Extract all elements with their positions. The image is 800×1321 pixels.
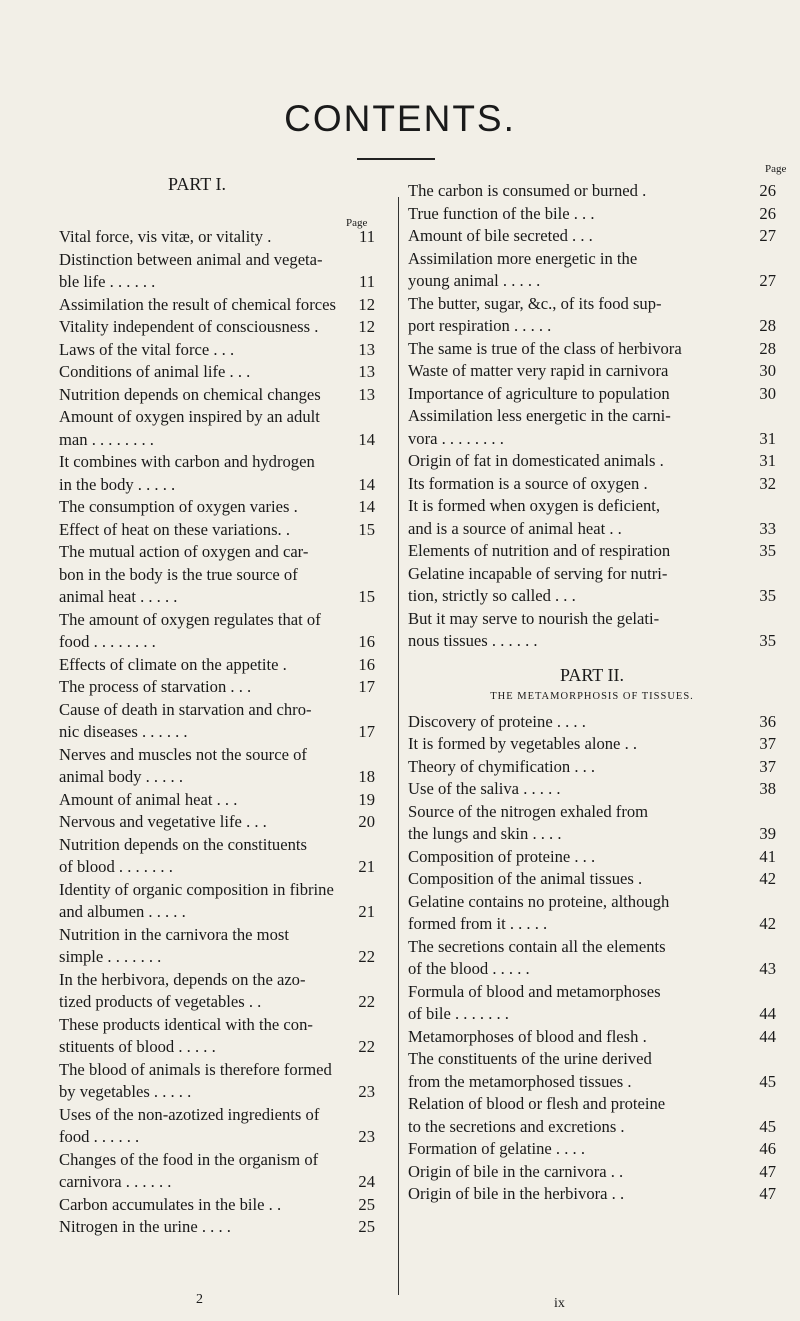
- toc-entry-text: The secretions contain all the elements: [408, 936, 666, 956]
- toc-entry-page: 31: [759, 428, 776, 448]
- toc-entry-text: Nutrition depends on the constituents: [59, 834, 307, 854]
- toc-entry-text: Origin of fat in domesticated animals .: [408, 451, 664, 470]
- toc-entry-text: Amount of bile secreted . . .: [408, 226, 593, 245]
- toc-entry: [59, 1149, 375, 1194]
- toc-entry-text: Assimilation less energetic in the carni-: [408, 406, 671, 425]
- toc-entry-text: nous tissues . . . . . .: [408, 631, 538, 650]
- part-one-heading: PART I.: [168, 174, 226, 194]
- toc-entry-text: simple . . . . . . .: [59, 947, 162, 966]
- toc-entry-page: 18: [358, 767, 375, 786]
- toc-entry-page: 12: [358, 294, 375, 314]
- toc-entry: [408, 338, 776, 361]
- toc-entry-page: 11: [359, 272, 375, 291]
- toc-entry: [59, 789, 375, 812]
- toc-entry-text: Nitrogen in the urine . . . .: [59, 1217, 231, 1236]
- toc-entry: [408, 868, 776, 891]
- toc-entry-text: The butter, sugar, &c., of its food sup-: [408, 293, 662, 313]
- toc-entry-text: Cause of death in starvation and chro-: [59, 699, 312, 719]
- toc-entry-text: The constituents of the urine derived: [408, 1049, 652, 1068]
- toc-entry-text: Uses of the non-azotized ingredients of: [59, 1104, 320, 1124]
- toc-entry-text: from the metamorphosed tissues .: [408, 1071, 632, 1091]
- toc-entry-text: The carbon is consumed or burned .: [408, 181, 647, 200]
- toc-entry: [408, 1161, 776, 1184]
- toc-entry-text: Composition of proteine . . .: [408, 846, 596, 866]
- toc-entry-page: 44: [759, 1004, 776, 1023]
- toc-entry-page: 15: [358, 519, 375, 539]
- title-rule: [357, 158, 435, 160]
- toc-entry: [59, 451, 375, 496]
- toc-entry-text: Relation of blood or flesh and proteine: [408, 1094, 666, 1113]
- toc-entry-page: 13: [358, 339, 375, 359]
- toc-entry: [408, 1026, 776, 1049]
- toc-entry-page: 28: [759, 316, 776, 335]
- toc-entry: [408, 846, 776, 869]
- toc-entry-text: The blood of animals is therefore formed: [59, 1059, 332, 1079]
- signature-mark: 2: [196, 1292, 203, 1307]
- toc-entry-text: Conditions of animal life . . .: [59, 362, 251, 381]
- toc-entry-text: Formation of gelatine . . . .: [408, 1139, 585, 1158]
- toc-entry-text: Effect of heat on these variations. .: [59, 519, 290, 539]
- toc-entry-text: Importance of agriculture to population: [408, 383, 670, 403]
- toc-entry-page: 35: [759, 586, 776, 605]
- toc-entry: [408, 1048, 776, 1093]
- toc-entry-page: 47: [759, 1161, 776, 1181]
- toc-entry: [408, 711, 776, 734]
- toc-entry-page: 33: [759, 518, 776, 538]
- toc-entry-text: to the secretions and excretions .: [408, 1116, 625, 1136]
- toc-entry-text: vora . . . . . . . .: [408, 428, 504, 448]
- toc-entry-text: Laws of the vital force . . .: [59, 339, 235, 359]
- toc-entry-page: 44: [759, 1026, 776, 1046]
- toc-entry-text: Waste of matter very rapid in carnivora: [408, 361, 669, 380]
- toc-entry: [408, 360, 776, 383]
- toc-entry-page: 35: [759, 631, 776, 650]
- toc-left-column: [59, 226, 375, 1239]
- toc-entry: [408, 225, 776, 248]
- toc-entry: [59, 744, 375, 789]
- toc-entry-text: The amount of oxygen regulates that of: [59, 609, 321, 629]
- toc-entry-page: 23: [358, 1082, 375, 1101]
- toc-entry-page: 16: [358, 654, 375, 674]
- toc-entry-text: and is a source of animal heat . .: [408, 518, 622, 538]
- toc-entry: [59, 1059, 375, 1104]
- toc-entry: [59, 654, 375, 677]
- toc-entry-text: Effects of climate on the appetite .: [59, 654, 287, 674]
- toc-entry-text: It is formed by vegetables alone . .: [408, 734, 638, 753]
- toc-entry-page: 22: [358, 1037, 375, 1056]
- toc-entry: [59, 519, 375, 542]
- toc-entry-page: 24: [358, 1172, 375, 1191]
- part-two-heading-block: [408, 653, 776, 711]
- toc-entry-text: But it may serve to nourish the gelati-: [408, 608, 660, 628]
- toc-entry-page: 12: [358, 317, 375, 336]
- toc-entry-page: 35: [759, 541, 776, 560]
- toc-entry-text: These products identical with the con-: [59, 1014, 313, 1034]
- toc-entry-page: 13: [358, 362, 375, 381]
- toc-entry: [59, 1194, 375, 1217]
- toc-entry-text: Nerves and muscles not the source of: [59, 744, 307, 764]
- toc-entry-text: Changes of the food in the organism of: [59, 1149, 319, 1169]
- toc-entry: [408, 540, 776, 563]
- toc-entry-page: 37: [759, 734, 776, 753]
- toc-entry-text: Gelatine incapable of serving for nutri-: [408, 563, 668, 583]
- toc-entry: [408, 293, 776, 338]
- toc-entry-text: The consumption of oxygen varies .: [59, 497, 298, 516]
- toc-entry: [59, 406, 375, 451]
- toc-entry-text: and albumen . . . . .: [59, 902, 186, 921]
- toc-entry-text: animal body . . . . .: [59, 767, 183, 786]
- toc-entry-text: Assimilation more energetic in the: [408, 248, 638, 268]
- toc-entry-text: food . . . . . .: [59, 1127, 140, 1146]
- toc-entry-page: 22: [358, 947, 375, 966]
- toc-entry: [408, 180, 776, 203]
- toc-entry: [59, 339, 375, 362]
- toc-entry-text: of the blood . . . . .: [408, 959, 530, 978]
- toc-entry-text: tion, strictly so called . . .: [408, 586, 576, 605]
- toc-right-column: [408, 180, 776, 1206]
- toc-entry-text: Composition of the animal tissues .: [408, 869, 643, 888]
- toc-entry-page: 42: [759, 914, 776, 933]
- toc-entry-text: Assimilation the result of chemical forces: [59, 294, 336, 314]
- toc-entry-text: carnivora . . . . . .: [59, 1172, 172, 1191]
- toc-entry-text: Vitality independent of consciousness .: [59, 317, 319, 336]
- toc-entry: [59, 1104, 375, 1149]
- toc-entry-text: It is formed when oxygen is deficient,: [408, 496, 661, 515]
- toc-entry: [408, 405, 776, 450]
- toc-entry-text: food . . . . . . . .: [59, 632, 156, 651]
- toc-entry-text: Source of the nitrogen exhaled from: [408, 801, 649, 821]
- toc-entry: [408, 608, 776, 653]
- toc-entry: [59, 226, 375, 249]
- toc-entry-page: 45: [759, 1071, 776, 1091]
- toc-entry-page: 28: [759, 338, 776, 358]
- toc-entry-page: 32: [759, 473, 776, 493]
- toc-entry-page: 22: [358, 992, 375, 1011]
- toc-entry-text: Use of the saliva . . . . .: [408, 779, 561, 798]
- toc-entry: [59, 541, 375, 609]
- toc-entry-page: 26: [759, 181, 776, 200]
- toc-entry-page: 15: [358, 587, 375, 606]
- toc-entry-text: Carbon accumulates in the bile . .: [59, 1194, 282, 1214]
- toc-entry-page: 31: [759, 451, 776, 470]
- toc-entry: [408, 1093, 776, 1138]
- page-column-header-right: Page: [765, 163, 787, 175]
- toc-entry-page: 41: [759, 846, 776, 866]
- toc-entry: [59, 1216, 375, 1239]
- page-column-header-left: Page: [346, 217, 368, 229]
- toc-entry-text: in the body . . . . .: [59, 474, 176, 494]
- toc-part-one-continued: [408, 180, 776, 653]
- toc-entry-text: The same is true of the class of herbivora: [408, 338, 682, 358]
- toc-entry-text: In the herbivora, depends on the azo-: [59, 969, 306, 989]
- toc-entry-text: Formula of blood and metamorphoses: [408, 981, 661, 1001]
- toc-entry-page: 25: [358, 1217, 375, 1236]
- toc-entry: [59, 676, 375, 699]
- toc-entry-text: nic diseases . . . . . .: [59, 722, 188, 741]
- toc-entry: [59, 316, 375, 339]
- toc-entry-text: Identity of organic composition in fibrine: [59, 879, 334, 899]
- part-two-subheading: THE METAMORPHOSIS OF TISSUES.: [490, 690, 694, 702]
- toc-entry-text: tized products of vegetables . .: [59, 992, 262, 1011]
- toc-entry-text: Amount of animal heat . . .: [59, 789, 238, 809]
- toc-entry-page: 13: [358, 384, 375, 404]
- toc-entry-page: 45: [759, 1116, 776, 1136]
- toc-entry-page: 19: [358, 789, 375, 809]
- toc-entry-text: Vital force, vis vitæ, or vitality .: [59, 227, 272, 246]
- toc-entry: [59, 609, 375, 654]
- toc-entry: [408, 203, 776, 226]
- toc-entry-page: 36: [759, 711, 776, 731]
- toc-entry: [59, 699, 375, 744]
- toc-entry-text: man . . . . . . . .: [59, 429, 154, 449]
- toc-entry: [408, 450, 776, 473]
- toc-entry-text: Gelatine contains no proteine, although: [408, 891, 670, 911]
- toc-entry-text: Origin of bile in the carnivora . .: [408, 1161, 624, 1181]
- toc-entry: [59, 496, 375, 519]
- toc-entry-page: 20: [358, 812, 375, 831]
- toc-entry-page: 23: [358, 1127, 375, 1146]
- toc-entry: [408, 1183, 776, 1206]
- toc-entry-text: young animal . . . . .: [408, 271, 541, 290]
- toc-entry-text: Origin of bile in the herbivora . .: [408, 1184, 625, 1203]
- part-two-heading: PART II.: [560, 664, 624, 685]
- toc-entry: [408, 495, 776, 540]
- toc-entry-page: 38: [759, 779, 776, 798]
- toc-entry-text: of bile . . . . . . .: [408, 1004, 509, 1023]
- toc-entry-text: Its formation is a source of oxygen .: [408, 473, 648, 493]
- toc-entry: [408, 248, 776, 293]
- toc-entry-text: Theory of chymification . . .: [408, 756, 596, 776]
- toc-entry-page: 42: [759, 869, 776, 888]
- toc-entry: [59, 294, 375, 317]
- toc-entry-page: 11: [359, 227, 375, 246]
- toc-entry-text: Nutrition depends on chemical changes: [59, 384, 321, 404]
- toc-entry-text: Nutrition in the carnivora the most: [59, 924, 289, 944]
- toc-entry-page: 43: [759, 959, 776, 978]
- toc-entry-text: ble life . . . . . .: [59, 272, 156, 291]
- toc-entry-text: bon in the body is the true source of: [59, 564, 298, 584]
- toc-entry-page: 17: [358, 677, 375, 696]
- toc-entry-page: 27: [759, 271, 776, 290]
- toc-entry-text: port respiration . . . . .: [408, 316, 552, 335]
- toc-entry-page: 30: [759, 361, 776, 380]
- toc-entry-page: 14: [358, 429, 375, 449]
- toc-entry-text: Amount of oxygen inspired by an adult: [59, 407, 320, 426]
- toc-entry: [59, 811, 375, 834]
- toc-entry: [408, 473, 776, 496]
- toc-entry: [59, 924, 375, 969]
- toc-entry-page: 14: [358, 497, 375, 516]
- toc-entry-text: True function of the bile . . .: [408, 203, 595, 223]
- toc-entry-page: 14: [358, 474, 375, 494]
- toc-entry-text: It combines with carbon and hydrogen: [59, 452, 315, 471]
- toc-entry-text: Nervous and vegetative life . . .: [59, 812, 267, 831]
- toc-entry-page: 26: [759, 203, 776, 223]
- toc-entry-page: 27: [759, 226, 776, 245]
- toc-entry-text: of blood . . . . . . .: [59, 857, 173, 876]
- toc-entry-text: by vegetables . . . . .: [59, 1082, 192, 1101]
- toc-entry-text: The process of starvation . . .: [59, 677, 252, 696]
- toc-entry: [59, 249, 375, 294]
- page-title: CONTENTS.: [284, 98, 516, 139]
- toc-entry: [59, 384, 375, 407]
- toc-entry: [59, 969, 375, 1014]
- toc-entry-page: 39: [759, 824, 776, 843]
- toc-entry-text: formed from it . . . . .: [408, 914, 548, 933]
- toc-entry: [59, 1014, 375, 1059]
- toc-entry: [408, 733, 776, 756]
- toc-entry-text: Discovery of proteine . . . .: [408, 711, 586, 731]
- toc-entry-page: 47: [759, 1184, 776, 1203]
- toc-entry: [408, 778, 776, 801]
- toc-entry: [408, 936, 776, 981]
- toc-entry: [408, 1138, 776, 1161]
- toc-entry-page: 37: [759, 756, 776, 776]
- toc-entry-page: 16: [358, 632, 375, 651]
- toc-entry-page: 17: [358, 722, 375, 741]
- toc-entry: [408, 981, 776, 1026]
- toc-entry-text: Distinction between animal and vegeta-: [59, 249, 323, 269]
- page-folio: ix: [554, 1296, 565, 1311]
- toc-entry-page: 21: [358, 902, 375, 921]
- toc-entry: [408, 383, 776, 406]
- toc-entry-page: 21: [358, 857, 375, 876]
- toc-entry-text: stituents of blood . . . . .: [59, 1037, 216, 1056]
- toc-entry: [408, 891, 776, 936]
- toc-entry: [408, 756, 776, 779]
- toc-entry-text: Metamorphoses of blood and flesh .: [408, 1026, 647, 1046]
- toc-entry-page: 46: [759, 1139, 776, 1158]
- toc-entry-text: the lungs and skin . . . .: [408, 824, 562, 843]
- toc-entry-page: 30: [759, 383, 776, 403]
- toc-part-two: [408, 711, 776, 1206]
- toc-entry-text: animal heat . . . . .: [59, 587, 178, 606]
- toc-entry: [408, 801, 776, 846]
- toc-entry: [408, 563, 776, 608]
- toc-entry-text: The mutual action of oxygen and car-: [59, 542, 309, 561]
- column-divider: [398, 197, 399, 1295]
- toc-entry-text: Elements of nutrition and of respiration: [408, 541, 671, 560]
- toc-entry: [59, 834, 375, 879]
- toc-entry: [59, 879, 375, 924]
- toc-entry: [59, 361, 375, 384]
- toc-entry-page: 25: [358, 1194, 375, 1214]
